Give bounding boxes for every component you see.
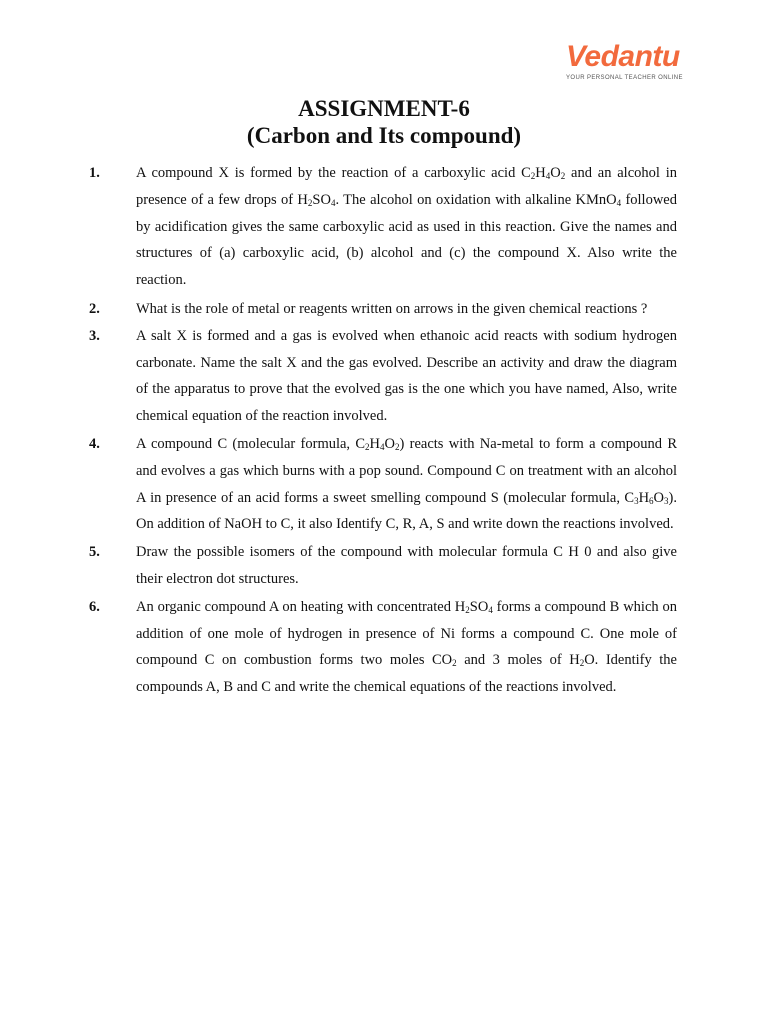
question-item [0, 323, 768, 430]
question-text: A compound C (molecular formula, $C_2H_4O_2$) reacts with Na-metal to form a compound R and evolves a gas which burns with a pop sound. Compound C on treatment with an alcohol A in presence of an acid forms a sweet smelling compound S (molecular formula, $C_3H_6O_3$). On addition of NaOH to C, it also Identify C, R, A, S and write down the reactions involved. [136, 435, 677, 533]
logo-wordmark: Vedantu [566, 40, 680, 73]
question-text: A salt X is formed and a gas is evolved when ethanoic acid reacts with sodium hydrogen carbonate. Name the salt X and the gas evolved. Describe an activity and draw the diagram of the apparatus to prove that the evolved gas is the one which you have named, Also, write chemical equation of the reaction involved. [136, 327, 677, 425]
question-text: A compound X is formed by the reaction of a carboxylic acid $C_2H_4O_2$ and an alcohol in presence of a few drops of $H_2SO_4$. The alcohol on oxidation with alkaline KMnO$_4$ followed by acidification gives the same carboxylic acid as used in this reaction. Give the names and structures of (a) carboxylic acid, (b) alcohol and (c) the compound X. Also write the reaction. [136, 165, 677, 289]
question-number: 3. [89, 327, 100, 344]
question-item [0, 431, 768, 538]
assignment-subtitle: (Carbon and Its compound) [246, 123, 522, 148]
question-text: An organic compound A on heating with concentrated $H_2SO_4$ forms a compound B which on addition of one mole of hydrogen in presence of Ni forms a compound C. One mole of compound C on combustion forms two moles $CO_2$ and 3 moles of $H_2O$. Identify the compounds A, B and C and write the chemical equations of the reactions involved. [136, 598, 677, 696]
question-number: 2. [89, 300, 100, 317]
question-item [0, 160, 768, 294]
question-number: 4. [89, 435, 100, 452]
assignment-title: ASSIGNMENT-6 [298, 96, 470, 121]
logo-tagline: YOUR PERSONAL TEACHER ONLINE [566, 75, 683, 81]
question-item [0, 296, 768, 323]
question-text: What is the role of metal or reagents written on arrows in the given chemical reactions ? [136, 300, 648, 317]
question-text: Draw the possible isomers of the compound with molecular formula C H 0 and also give their electron dot structures. [136, 544, 677, 587]
question-item [0, 539, 768, 593]
vedantu-logo [566, 40, 684, 86]
question-list [0, 160, 768, 701]
question-number: 5. [89, 544, 100, 561]
question-item [0, 594, 768, 701]
question-number: 1. [89, 165, 100, 181]
question-number: 6. [89, 598, 100, 615]
